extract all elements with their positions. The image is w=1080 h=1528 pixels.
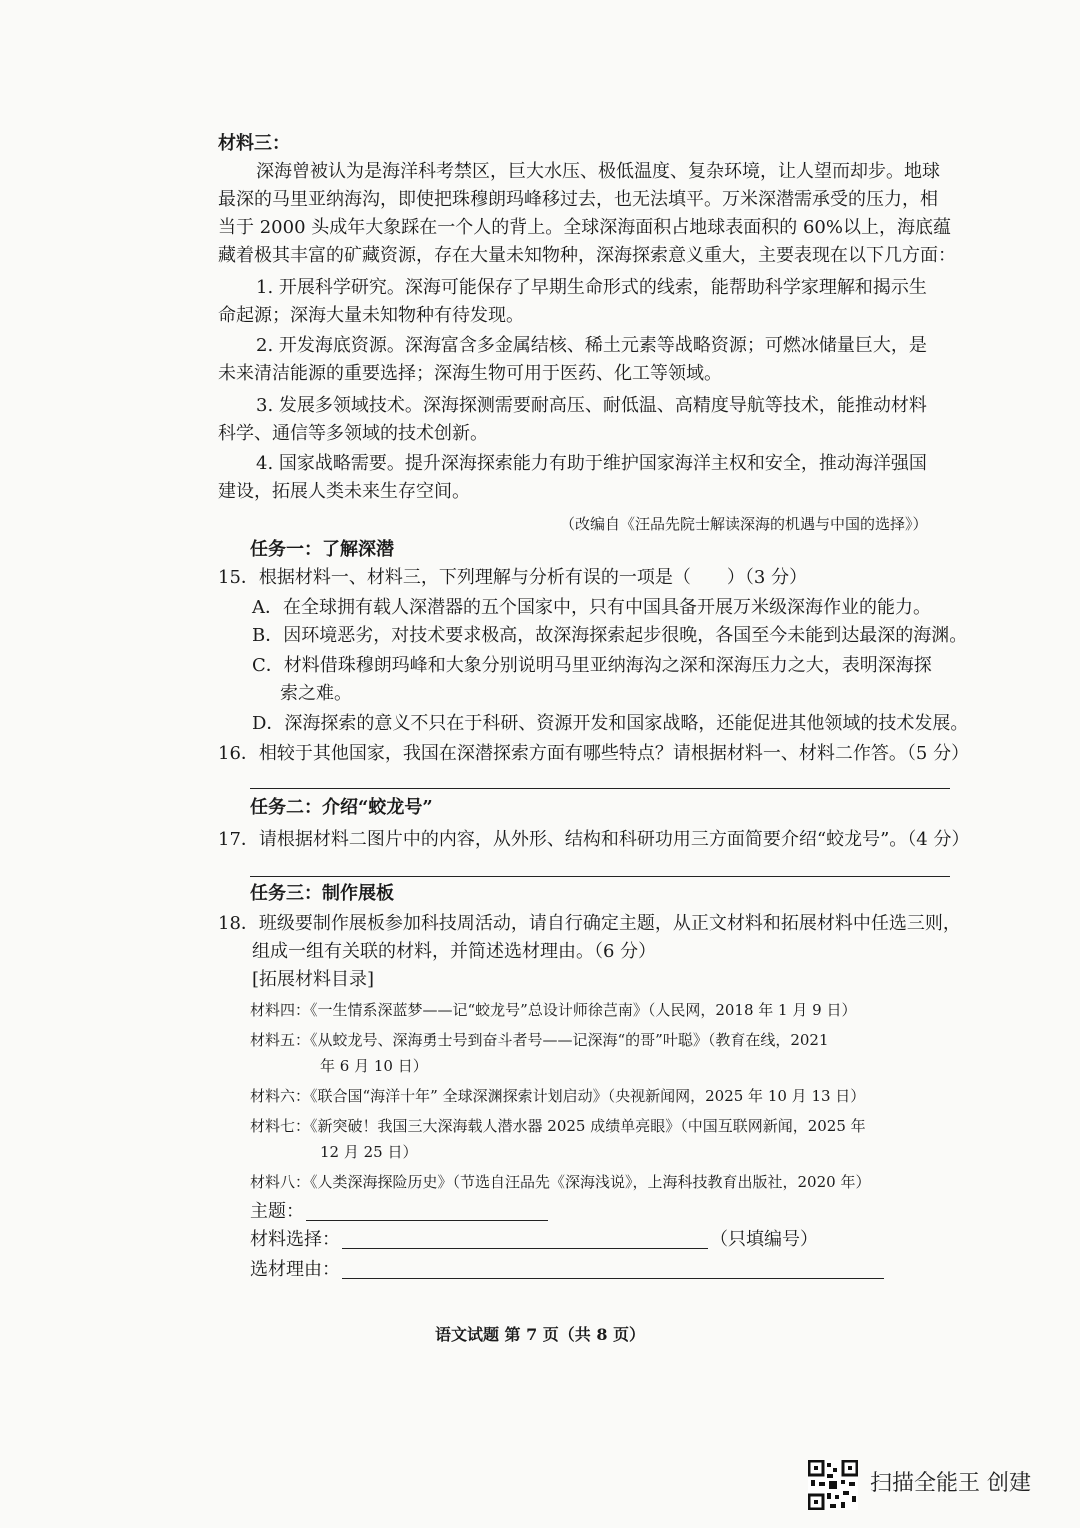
catalog-item-cont: 年 6 月 10 日） <box>320 1057 428 1075</box>
task1-heading: 任务一：了解深潜 <box>250 539 394 560</box>
material3-line: 未来清洁能源的重要选择；深海生物可用于医药、化工等领域。 <box>218 363 722 384</box>
task2-heading: 任务二：介绍“蛟龙号” <box>250 797 433 818</box>
material-field[interactable] <box>342 1248 708 1249</box>
material-note: （只填编号） <box>710 1229 818 1250</box>
reason-field[interactable] <box>342 1278 884 1279</box>
catalog-item: 材料八：《人类深海探险历史》（节选自汪品先《深海浅说》，上海科技教育出版社，2020 年） <box>250 1173 871 1191</box>
question-15-option-c: C．材料借珠穆朗玛峰和大象分别说明马里亚纳海沟之深和深海压力之大，表明深海探 <box>252 655 932 676</box>
material3-line: 最深的马里亚纳海沟，即使把珠穆朗玛峰移过去，也无法填平。万米深潜需承受的压力，相 <box>218 189 938 210</box>
material3-line: 命起源；深海大量未知物种有待发现。 <box>218 305 524 326</box>
material3-line: 3. 发展多领域技术。深海探测需要耐高压、耐低温、高精度导航等技术，能推动材料 <box>256 395 927 416</box>
material3-line: 1. 开展科学研究。深海可能保存了早期生命形式的线索，能帮助科学家理解和揭示生 <box>256 277 927 298</box>
answer-line-17[interactable] <box>250 876 950 877</box>
catalog-title: [拓展材料目录] <box>252 969 375 990</box>
question-15-option-a: A．在全球拥有载人深潜器的五个国家中，只有中国具备开展万米级深海作业的能力。 <box>252 597 931 618</box>
question-16: 16．相较于其他国家，我国在深潜探索方面有哪些特点？请根据材料一、材料二作答。（5 分） <box>218 743 970 764</box>
answer-line-16[interactable] <box>250 788 950 789</box>
catalog-item-cont: 12 月 25 日） <box>320 1143 418 1161</box>
catalog-item: 材料四：《一生情系深蓝梦——记“蛟龙号”总设计师徐芑南》（人民网，2018 年 1 月 9 日） <box>250 1001 857 1019</box>
qr-code-icon <box>808 1460 858 1510</box>
reason-label: 选材理由： <box>250 1259 340 1280</box>
question-15-option-d: D．深海探索的意义不只在于科研、资源开发和国家战略，还能促进其他领域的技术发展。 <box>252 713 969 734</box>
material-label: 材料选择： <box>250 1229 340 1250</box>
material3-heading: 材料三： <box>218 133 290 154</box>
question-17: 17．请根据材料二图片中的内容，从外形、结构和科研功用三方面简要介绍“蛟龙号”。（4 分） <box>218 829 970 850</box>
material3-line: 建设，拓展人类未来生存空间。 <box>218 481 470 502</box>
question-15-option-b: B．因环境恶劣，对技术要求极高，故深海探索起步很晚，各国至今未能到达最深的海渊。 <box>252 625 968 646</box>
catalog-item: 材料七：《新突破！我国三大深海载人潜水器 2025 成绩单亮眼》（中国互联网新闻，2025 年 <box>250 1117 866 1135</box>
watermark-text: 扫描全能王 创建 <box>870 1471 1031 1496</box>
material3-line: 2. 开发海底资源。深海富含多金属结核、稀土元素等战略资源；可燃冰储量巨大，是 <box>256 335 927 356</box>
task3-heading: 任务三：制作展板 <box>250 883 394 904</box>
question-15-option-c-cont: 索之难。 <box>280 683 352 704</box>
question-15-stem: 15．根据材料一、材料三，下列理解与分析有误的一项是（ ）（3 分） <box>218 567 808 588</box>
page-footer: 语文试题 第 7 页（共 8 页） <box>434 1325 646 1344</box>
material3-line: 科学、通信等多领域的技术创新。 <box>218 423 488 444</box>
catalog-item: 材料五：《从蛟龙号、深海勇士号到奋斗者号——记深海“的哥”叶聪》（教育在线，2021 <box>250 1031 829 1049</box>
question-18-cont: 组成一组有关联的材料，并简述选材理由。（6 分） <box>252 941 657 962</box>
material3-line: 深海曾被认为是海洋科考禁区，巨大水压、极低温度、复杂环境，让人望而却步。地球 <box>256 161 940 182</box>
theme-label: 主题： <box>250 1201 304 1222</box>
material3-source: （改编自《汪品先院士解读深海的机遇与中国的选择》） <box>560 515 928 533</box>
material3-line: 4. 国家战略需要。提升深海探索能力有助于维护国家海洋主权和安全，推动海洋强国 <box>256 453 927 474</box>
material3-line: 藏着极其丰富的矿藏资源，存在大量未知物种，深海探索意义重大，主要表现在以下几方面： <box>218 245 956 266</box>
theme-field[interactable] <box>306 1220 548 1221</box>
question-18: 18．班级要制作展板参加科技周活动，请自行确定主题，从正文材料和拓展材料中任选三则， <box>218 913 961 934</box>
material3-line: 当于 2000 头成年大象踩在一个人的背上。全球深海面积占地球表面积的 60%以上，海底蕴 <box>218 217 951 238</box>
catalog-item: 材料六：《联合国“海洋十年” 全球深渊探索计划启动》（央视新闻网，2025 年 10 月 13 日） <box>250 1087 866 1105</box>
